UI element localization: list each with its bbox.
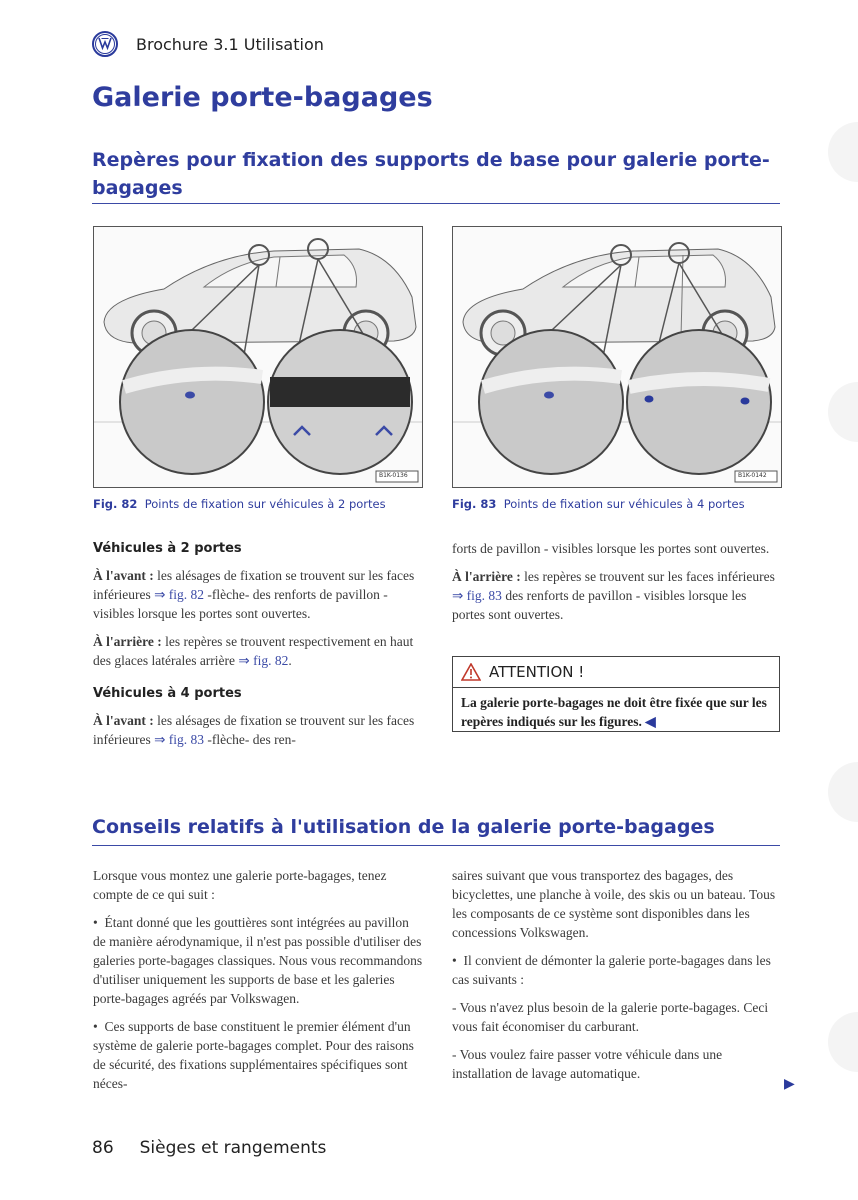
margin-tab <box>828 382 858 442</box>
figure-82 <box>93 226 423 488</box>
figure-82-caption-text: Points de fixation sur véhicules à 2 portes <box>144 497 386 511</box>
header-text: Brochure 3.1 Utilisation <box>136 34 324 54</box>
fig-83-link[interactable]: ⇒ fig. 83 <box>452 588 502 603</box>
text: les alésages de fixation se trouvent sur les faces inférieures <box>93 713 415 747</box>
margin-tab <box>828 122 858 182</box>
section2-left-column <box>93 866 423 1102</box>
figure-82-code: B1K-0136 <box>379 472 408 479</box>
section2-rule <box>92 845 780 846</box>
paragraph-rear-2-doors <box>93 632 421 670</box>
section1-rule <box>92 203 780 204</box>
label-front: À l'avant : <box>93 713 154 728</box>
bullet-icon: • <box>452 953 457 968</box>
figure-83-caption-text: Points de fixation sur véhicules à 4 portes <box>503 497 745 511</box>
bullet-icon: • <box>93 1019 98 1034</box>
paragraph-front-2-doors <box>93 566 421 623</box>
bullet-item <box>452 951 780 989</box>
dash-item: - Vous voulez faire passer votre véhicule dans une installation de lavage automatique. <box>452 1047 723 1081</box>
figure-82-caption-num: Fig. 82 <box>93 497 138 511</box>
section1-left-column <box>93 539 421 758</box>
text: -flèche- des renforts de pavillon - visibles lorsque les portes sont ouvertes. <box>93 587 388 621</box>
page-header <box>92 30 324 58</box>
attention-header <box>453 657 779 688</box>
bullet-item <box>93 913 423 1008</box>
label-rear: À l'arrière : <box>93 634 162 649</box>
label-rear: À l'arrière : <box>452 569 521 584</box>
text: Étant donné que les gouttières sont intégrées au pavillon de manière aérodynamique, il n'est pas possible d'utiliser des galeries porte-bagages classiques. Nous vous recommandons d'utiliser uniquement les supports de base et les galeries porte-bagages agréés par Volkswagen. <box>93 915 423 1006</box>
attention-title: ATTENTION ! <box>489 663 585 681</box>
section2-title: Conseils relatifs à l'utilisation de la galerie porte-bagages <box>92 816 715 838</box>
margin-tab <box>828 1012 858 1072</box>
attention-box <box>452 656 780 732</box>
figure-82-caption <box>93 497 386 511</box>
section2-right-column <box>452 866 780 1092</box>
paragraph-front-4-doors <box>93 711 421 749</box>
chapter-title: Sièges et rangements <box>139 1138 327 1158</box>
fig-82-link[interactable]: ⇒ fig. 82 <box>154 587 205 602</box>
attention-text: La galerie porte-bagages ne doit être fixée que sur les repères indiqués sur les figures. <box>461 695 767 729</box>
text: Il convient de démonter la galerie porte-bagages dans les cas suivants : <box>452 953 771 987</box>
text: les repères se trouvent sur les faces inférieures <box>520 569 775 584</box>
section1-title: Repères pour fixation des supports de base pour galerie porte-bagages <box>92 149 770 199</box>
figure-83 <box>452 226 782 488</box>
paragraph-intro: Lorsque vous montez une galerie porte-bagages, tenez compte de ce qui suit : <box>93 868 387 902</box>
page-footer <box>92 1138 326 1158</box>
page-number: 86 <box>92 1138 114 1158</box>
paragraph-rear-4-doors <box>452 567 780 624</box>
car-4-door-illustration <box>453 227 781 487</box>
text: . <box>288 653 292 668</box>
paragraph-continued: forts de pavillon - visibles lorsque les portes sont ouvertes. <box>452 541 770 556</box>
figure-83-caption-num: Fig. 83 <box>452 497 497 511</box>
fig-83-link[interactable]: ⇒ fig. 83 <box>154 732 205 747</box>
fig-82-link[interactable]: ⇒ fig. 82 <box>238 653 289 668</box>
paragraph-continued: saires suivant que vous transportez des bagages, des bicyclettes, une planche à voile, des skis ou un bateau. Tous les composants de ce système sont disponibles dans les concessions Volkswagen. <box>452 868 776 940</box>
margin-tab <box>828 762 858 822</box>
figure-83-code: B1K-0142 <box>738 472 767 479</box>
subheading-4-doors: Véhicules à 4 portes <box>93 686 242 701</box>
car-2-door-illustration <box>94 227 422 487</box>
bullet-icon: • <box>93 915 98 930</box>
warning-triangle-icon <box>461 663 481 681</box>
attention-body <box>453 688 779 736</box>
text: -flèche- des ren- <box>204 732 296 747</box>
figure-83-caption <box>452 497 745 511</box>
text: des renforts de pavillon - visibles lorsque les portes sont ouvertes. <box>452 588 747 622</box>
text: les alésages de fixation se trouvent sur les faces inférieures <box>93 568 415 602</box>
subheading-2-doors: Véhicules à 2 portes <box>93 541 242 556</box>
dash-item: - Vous n'avez plus besoin de la galerie porte-bagages. Ceci vous fait économiser du carburant. <box>452 1000 769 1034</box>
end-marker-icon: ◀ <box>645 714 656 729</box>
page-title: Galerie porte-bagages <box>92 82 433 113</box>
text: Ces supports de base constituent le premier élément d'un système de galerie porte-bagages complet. Pour des raisons de sécurité, des fixations supplémentaires spécifiques sont néces- <box>93 1019 414 1091</box>
bullet-item <box>93 1017 423 1093</box>
section1-right-column <box>452 539 780 633</box>
vw-logo-icon <box>92 31 118 57</box>
label-front: À l'avant : <box>93 568 154 583</box>
next-page-arrow-icon: ▶ <box>784 1077 795 1092</box>
text: les repères se trouvent respectivement en haut des glaces latérales arrière <box>93 634 414 668</box>
